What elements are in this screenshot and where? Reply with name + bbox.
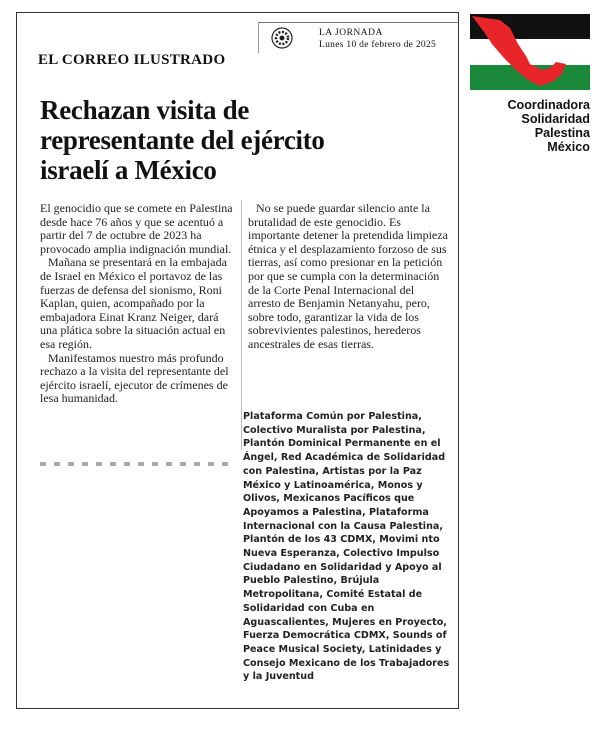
palestine-flag-mexico-map-icon: [470, 14, 590, 90]
masthead: [258, 22, 459, 53]
organization-line: México: [547, 140, 590, 154]
signers-list: Plataforma Común por Palestina, Colectivo Muralista por Palestina, Plantón Dominical Permanente en el Ángel, Red Académica de Solidaridad con Palestina, Artistas por la Paz México y Latinoamérica, Monos y Olivos, Mexicanos Pacíficos que Apoyamos a Palestina, Plataforma Internacional con la Causa Palestina, Plantón de los 43 CDMX, Movimi nto Nueva Esperanza, Colectivo Impulso Ciudadano en Solidaridad y Apoyo al Pueblo Palestino, Brújula Metropolitana, Comité Estatal de Solidaridad con Cuba en Aguascalientes, Mujeres en Proyecto, Fuerza Democrática CDMX, Sounds of Peace Musical Society, Latinidades y Consejo Mexicano de los Trabajadores y la Juventud: [243, 411, 450, 683]
publication-date: Lunes 10 de febrero de 2025: [319, 40, 437, 50]
publication-name: LA JORNADA: [319, 28, 383, 38]
organization-name: [478, 98, 590, 154]
headline: Rechazan visita de representante del ejército israelí a México: [40, 95, 325, 185]
paragraph: Manifestamos nuestro más profundo rechazo a la visita del representante del ejército israelí, ejecutor de crímenes de lesa humanidad.: [40, 350, 229, 406]
organization-line: Coordinadora: [507, 98, 590, 112]
article-column-1: [40, 202, 237, 406]
newspaper-logo-icon: [271, 27, 293, 49]
article-column-2: [248, 202, 448, 352]
paragraph: Mañana se presentará en la embajada de Israel en México el portavoz de las fuerzas de defensa del sionismo, Roni Kaplan, quien, acompañado por la embajadora Einat Kranz Neiger, dará una plática sobre la situación actual en esa región.: [40, 255, 227, 351]
column-divider: [241, 200, 242, 450]
section-title: EL CORREO ILUSTRADO: [38, 52, 226, 68]
paragraph: El genocidio que se comete en Palestina desde hace 76 años y que se acentuó a partir del 7 de octubre de 2023 ha provocado amplia indignación mundial.: [40, 201, 233, 256]
cut-off-text-line: [40, 462, 230, 466]
paragraph: No se puede guardar silencio ante la brutalidad de este genocidio. Es importante detener la pretendida limpieza étnica y el desplazamiento forzoso de sus tierras, así como presionar en la petición por que se cumpla con la determinación de la Corte Penal Internacional del arresto de Benjamin Netanyahu, pero, sobre todo, garantizar la vida de los sobrevivientes palestinos, herederos ancestrales de esas tierras.: [248, 201, 448, 351]
organization-line: Palestina: [534, 126, 590, 140]
organization-line: Solidaridad: [521, 112, 590, 126]
